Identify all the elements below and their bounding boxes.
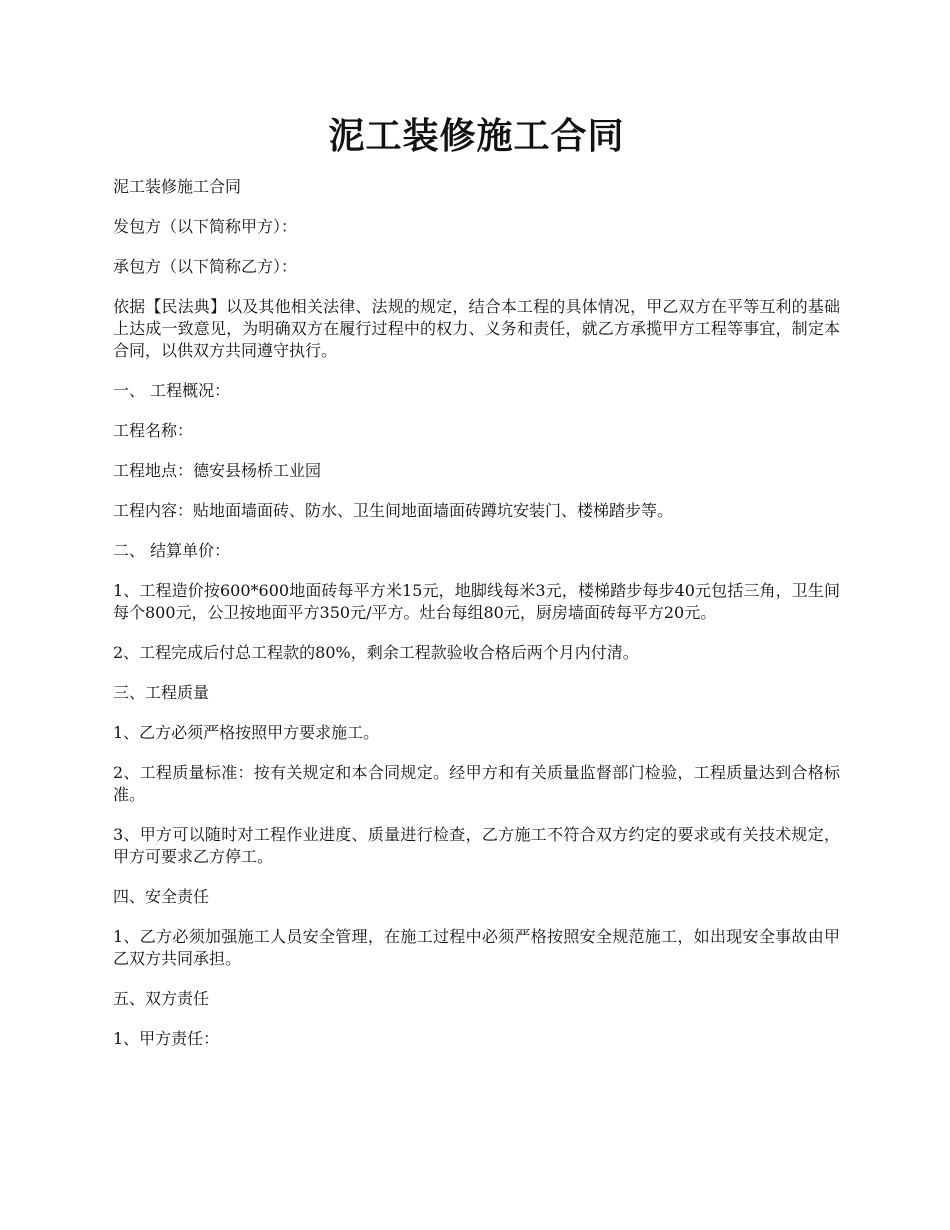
- paragraph: 3、甲方可以随时对工程作业进度、质量进行检查，乙方施工不符合双方约定的要求或有关技术规定，甲方可要求乙方停工。: [113, 825, 840, 866]
- section-heading: 三、工程质量: [113, 683, 210, 702]
- section-heading: 四、安全责任: [113, 887, 210, 906]
- paragraph: 工程内容：贴地面墙面砖、防水、卫生间地面墙面砖蹲坑安装门、楼梯踏步等。: [113, 501, 674, 520]
- section-heading: 五、双方责任: [113, 989, 210, 1008]
- paragraph: 工程地点：德安县杨桥工业园: [113, 461, 322, 480]
- paragraph: 发包方（以下简称甲方）：: [113, 217, 298, 236]
- paragraph: 1、工程造价按600*600地面砖每平方米15元，地脚线每米3元，楼梯踏步每步40元包括三角，卫生间每个800元，公卫按地面平方350元/平方。灶台每组80元，厨房墙面砖每平方20元。: [113, 581, 840, 622]
- paragraph: 泥工装修施工合同: [113, 177, 242, 196]
- paragraph: 1、甲方责任：: [113, 1029, 220, 1048]
- section-heading: 一、 工程概况：: [113, 381, 231, 400]
- paragraph: 2、工程质量标准：按有关规定和本合同规定。经甲方和有关质量监督部门检验，工程质量达到合格标准。: [113, 763, 840, 804]
- paragraph: 1、乙方必须严格按照甲方要求施工。: [113, 723, 380, 742]
- document-title: 泥工装修施工合同: [328, 115, 625, 157]
- paragraph: 2、工程完成后付总工程款的80%，剩余工程款验收合格后两个月内付清。: [113, 643, 639, 662]
- paragraph: 依据【民法典】以及其他相关法律、法规的规定，结合本工程的具体情况，甲乙双方在平等互利的基础上达成一致意见，为明确双方在履行过程中的权力、义务和责任，就乙方承揽甲方工程等事宜，制定本合同，以供双方共同遵守执行。: [113, 297, 840, 360]
- paragraph: 承包方（以下简称乙方）：: [113, 257, 298, 276]
- document-page: [113, 110, 840, 1068]
- paragraph: 1、乙方必须加强施工人员安全管理，在施工过程中必须严格按照安全规范施工，如出现安全事故由甲乙双方共同承担。: [113, 927, 840, 968]
- paragraph: 工程名称：: [113, 421, 194, 440]
- section-heading: 二、 结算单价：: [113, 541, 231, 560]
